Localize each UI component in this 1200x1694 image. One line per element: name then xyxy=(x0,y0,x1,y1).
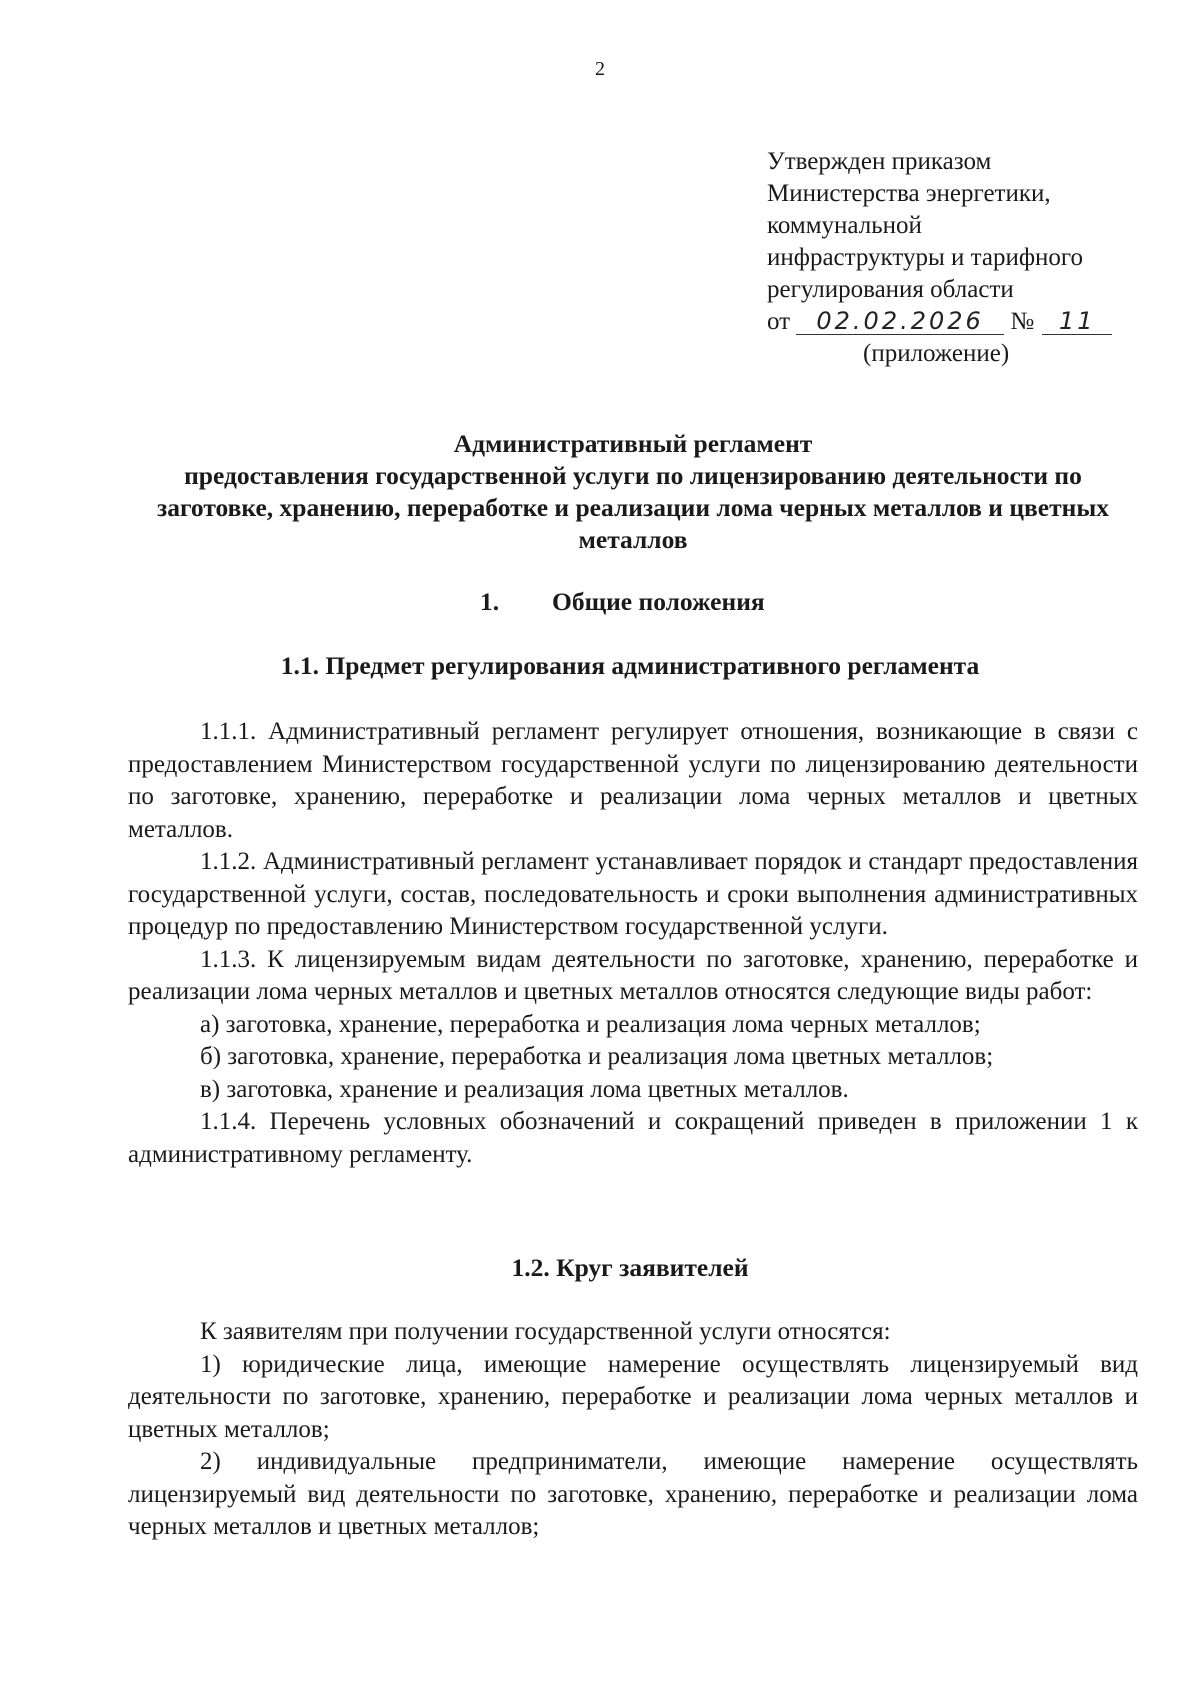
approval-line: Министерства энергетики, xyxy=(767,180,1051,207)
list-item: в) заготовка, хранение и реализация лома цветных металлов. xyxy=(200,1075,849,1103)
paragraph: 1.1.4. Перечень условных обозначений и сокращений приведен в приложении 1 к административному регламенту. xyxy=(128,1108,1138,1168)
date-prefix: от xyxy=(767,308,791,335)
paragraph: 1.1.3. К лицензируемым видам деятельности по заготовке, хранению, переработке и реализации лома черных металлов и цветных металлов относятся следующие виды работ: xyxy=(128,945,1138,1005)
approval-line: Утвержден приказом xyxy=(767,148,992,175)
subsection-heading-1-1: 1.1. Предмет регулирования административного регламента xyxy=(280,651,980,680)
approval-line: регулирования области xyxy=(767,276,1014,303)
paragraph: 1.1.1. Административный регламент регулирует отношения, возникающие в связи с предоставлением Министерством государственной услуги по лицензированию деятельности по заготовке, хранению, переработке и реализации лома черных металлов и цветных металлов. xyxy=(128,718,1138,843)
document-title-line1: Административный регламент xyxy=(453,429,813,458)
subsection-1-2-body xyxy=(128,1316,1138,1544)
paragraph: 1.1.2. Административный регламент устанавливает порядок и стандарт предоставления государственной услуги, состав, последовательность и сроки выполнения административных процедур по предоставлению Министерством государственной услуги. xyxy=(128,848,1138,940)
section-number: 1. xyxy=(480,587,500,616)
document-title-line2: предоставления государственной услуги по лицензированию деятельности по заготовке, хранению, переработке и реализации лома черных металлов и цветных металлов xyxy=(156,461,1109,554)
list-item: а) заготовка, хранение, переработка и реализация лома черных металлов; xyxy=(200,1010,981,1038)
approval-line: инфраструктуры и тарифного xyxy=(767,244,1084,271)
number-sign: № xyxy=(1010,308,1035,335)
subsection-heading-1-2: 1.2. Круг заявителей xyxy=(511,1253,749,1282)
document-title xyxy=(128,428,1138,556)
list-item: б) заготовка, хранение, переработка и реализация лома цветных металлов; xyxy=(200,1043,994,1070)
section-heading xyxy=(480,587,765,617)
handwritten-date: 02.02.2026 xyxy=(796,308,1004,335)
page-number: 2 xyxy=(595,58,605,80)
handwritten-number: 11 xyxy=(1042,308,1112,335)
list-item: 2) индивидуальные предприниматели, имеющие намерение осуществлять лицензируемый вид деятельности по заготовке, хранению, переработке и реализации лома черных металлов и цветных металлов; xyxy=(128,1448,1138,1540)
subsection-1-1-body xyxy=(128,716,1138,1171)
section-title: Общие положения xyxy=(552,587,765,616)
approval-line: коммунальной xyxy=(767,212,922,239)
approval-date-row xyxy=(767,306,1167,338)
paragraph: К заявителям при получении государственной услуги относятся: xyxy=(200,1318,891,1345)
appendix-label: (приложение) xyxy=(863,340,1010,367)
list-item: 1) юридические лица, имеющие намерение осуществлять лицензируемый вид деятельности по заготовке, хранению, переработке и реализации лома черных металлов и цветных металлов; xyxy=(128,1350,1138,1443)
approval-stamp-block xyxy=(767,146,1167,370)
